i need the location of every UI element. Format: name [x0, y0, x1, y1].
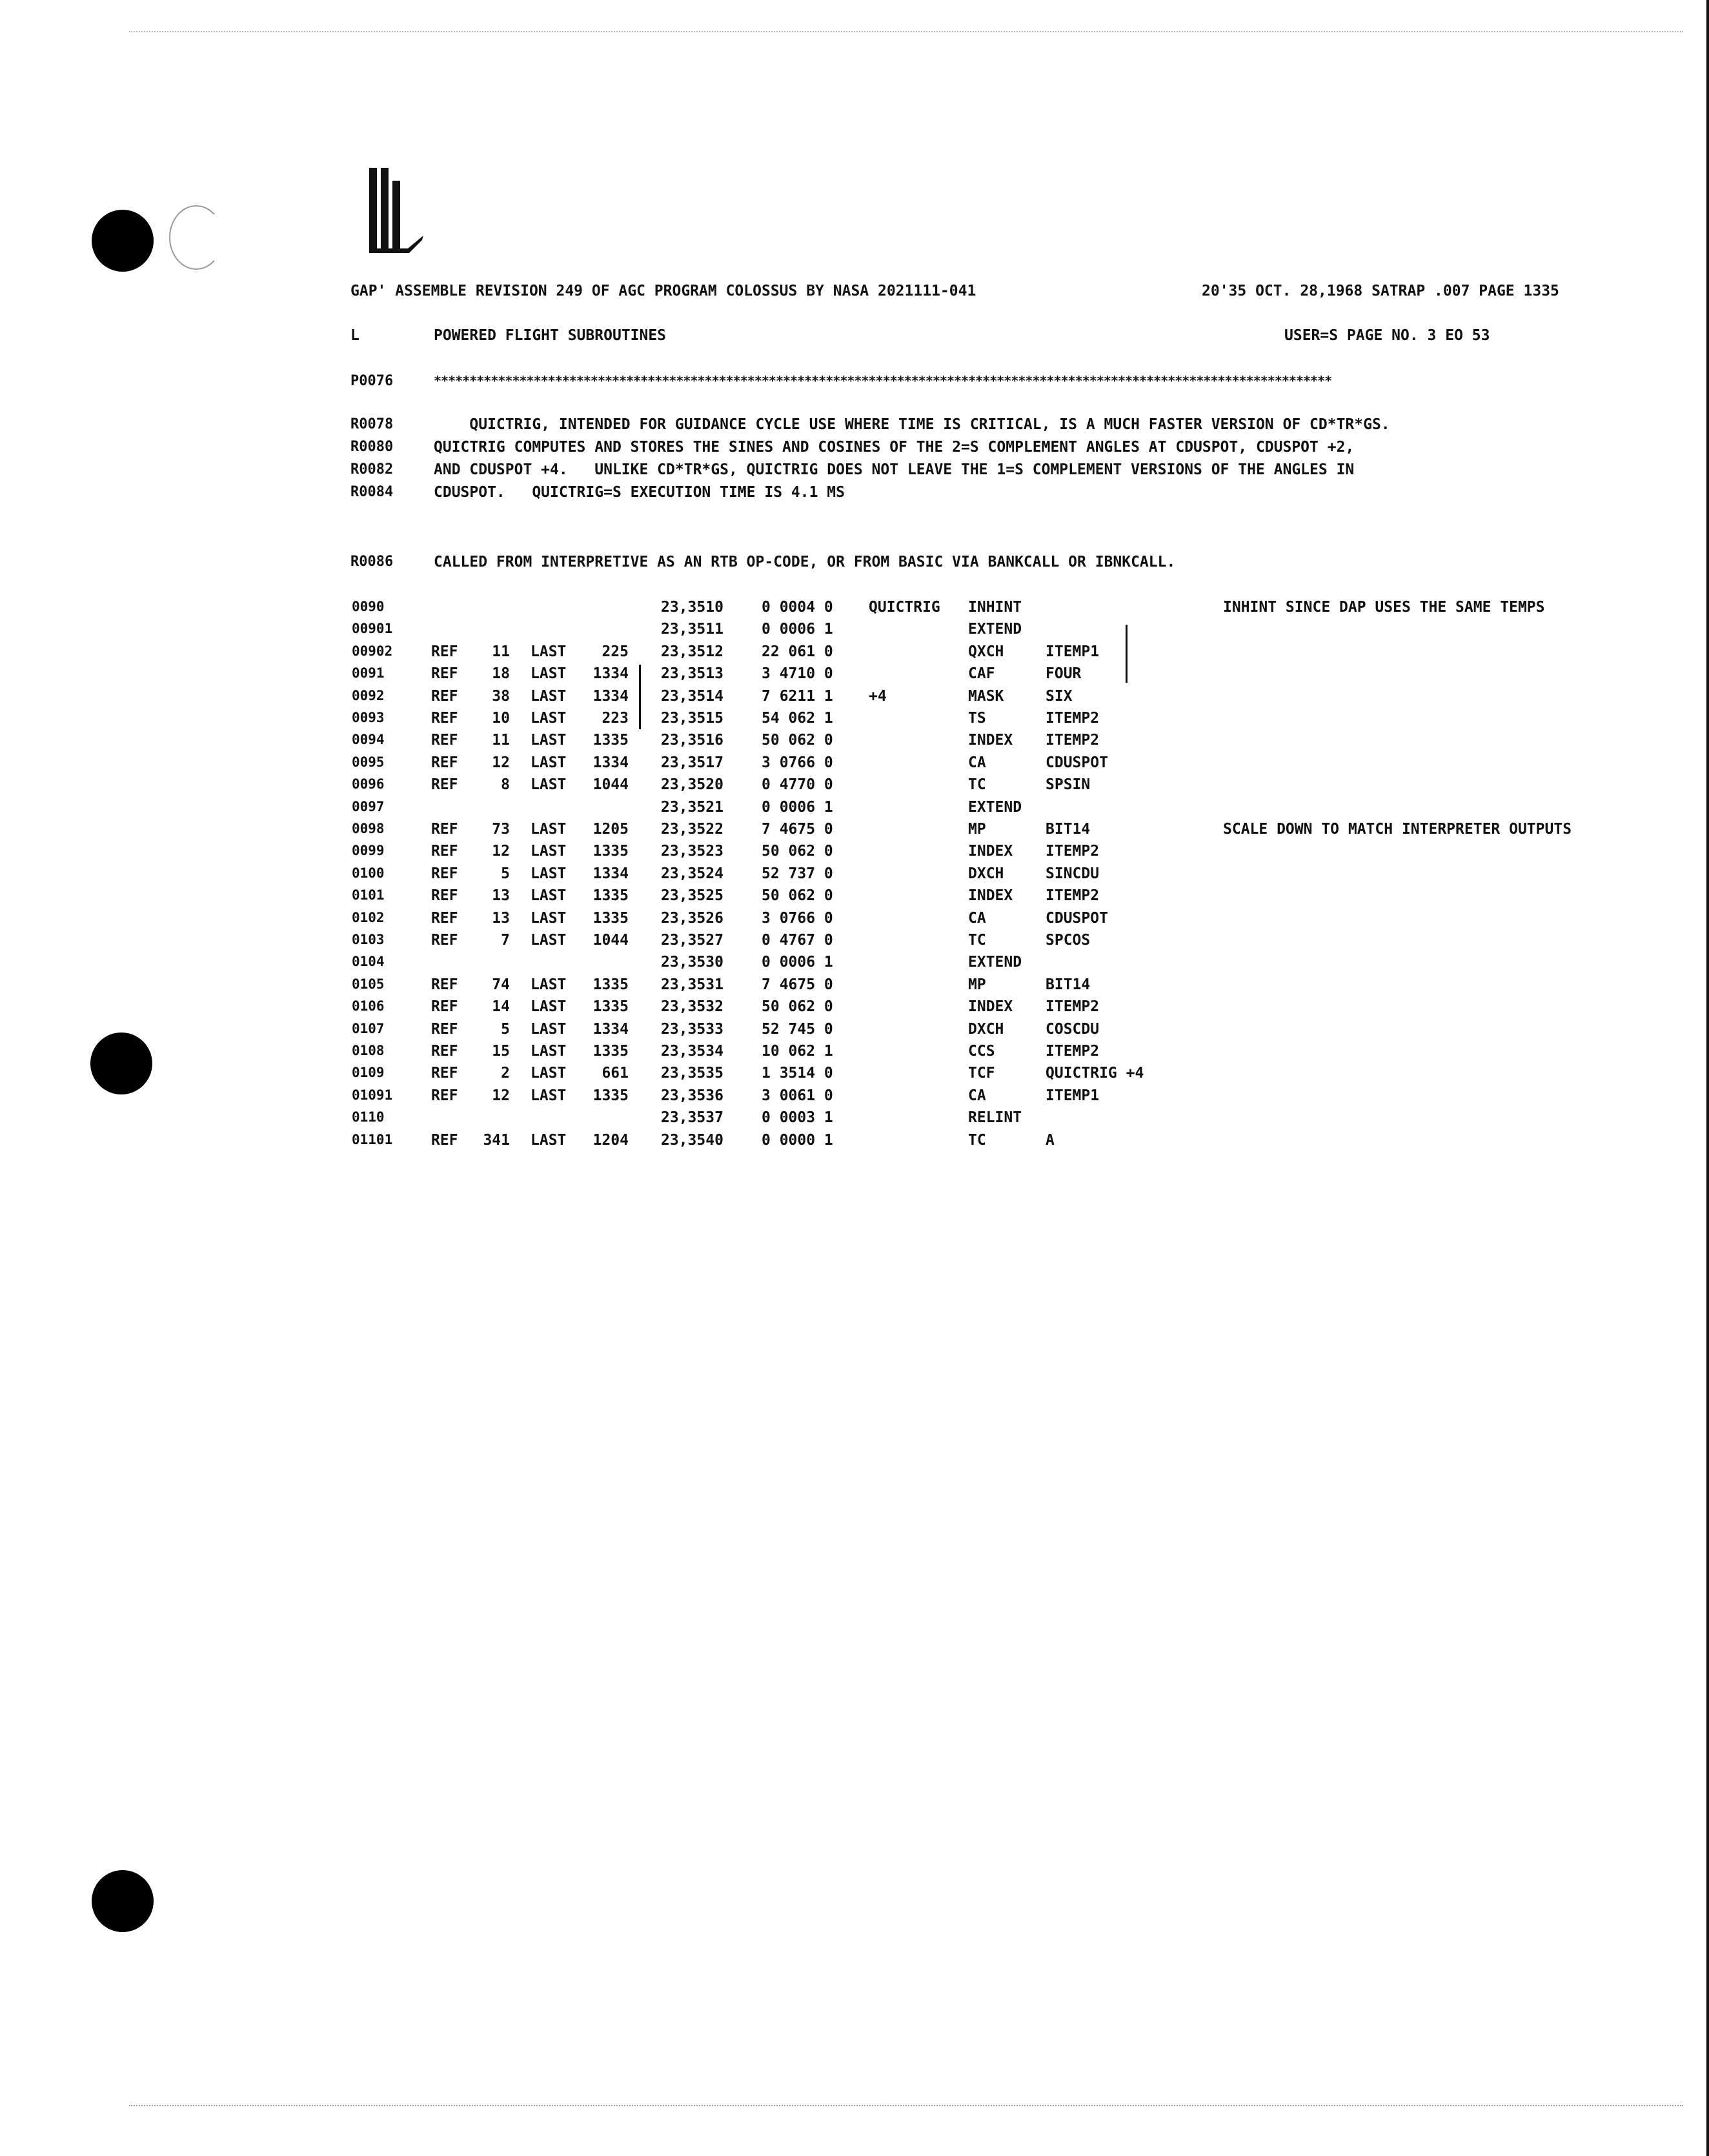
opcode: MP — [968, 821, 986, 838]
object-code: 0 4770 0 — [762, 776, 833, 794]
object-code: 3 4710 0 — [762, 665, 833, 683]
table-row — [0, 732, 1709, 754]
last-page: 1335 — [592, 887, 629, 905]
opcode: INDEX — [968, 998, 1013, 1016]
ref-label: REF — [431, 909, 458, 927]
table-row — [0, 843, 1709, 865]
address: 23,3522 — [661, 821, 723, 838]
object-code: 52 737 0 — [762, 865, 833, 882]
sequence-number: 01091 — [352, 1087, 393, 1103]
last-label: LAST — [531, 687, 567, 705]
sequence-number: 0106 — [352, 998, 385, 1014]
last-label: LAST — [531, 1087, 567, 1104]
operand: BIT14 — [1046, 976, 1091, 993]
address: 23,3526 — [661, 909, 723, 927]
object-code: 50 062 0 — [762, 998, 833, 1016]
ref-label: REF — [431, 643, 458, 660]
ref-label: REF — [431, 865, 458, 882]
ref-count: 7 — [501, 932, 510, 949]
last-label: LAST — [531, 887, 567, 905]
sequence-number: 0101 — [352, 887, 385, 903]
last-page: 1335 — [592, 998, 629, 1016]
opcode: RELINT — [968, 1109, 1022, 1127]
ref-count: 5 — [501, 1020, 510, 1038]
sequence-number: 0093 — [352, 710, 385, 725]
ref-label: REF — [431, 1131, 458, 1149]
address: 23,3512 — [661, 643, 723, 660]
remark-tag: R0082 — [350, 461, 394, 478]
address: 23,3516 — [661, 732, 723, 749]
opcode: INDEX — [968, 887, 1013, 905]
sequence-number: 0100 — [352, 865, 385, 881]
last-label: LAST — [531, 909, 567, 927]
ref-count: 12 — [492, 1087, 510, 1104]
last-label: LAST — [531, 710, 567, 727]
table-row — [0, 865, 1709, 887]
ref-count: 341 — [483, 1131, 510, 1149]
address: 23,3534 — [661, 1043, 723, 1060]
ref-label: REF — [431, 843, 458, 860]
object-code: 3 0766 0 — [762, 754, 833, 771]
last-label: LAST — [531, 998, 567, 1016]
sequence-number: 0102 — [352, 909, 385, 925]
ref-count: 13 — [492, 887, 510, 905]
header-section-title: POWERED FLIGHT SUBROUTINES — [434, 327, 667, 344]
ref-label: REF — [431, 776, 458, 794]
address: 23,3525 — [661, 887, 723, 905]
operand: FOUR — [1046, 665, 1082, 683]
object-code: 50 062 0 — [762, 732, 833, 749]
ref-label: REF — [431, 998, 458, 1016]
sequence-number: 0110 — [352, 1109, 385, 1125]
table-row — [0, 1043, 1709, 1065]
table-row — [0, 932, 1709, 954]
ref-count: 11 — [492, 732, 510, 749]
last-page: 1334 — [592, 687, 629, 705]
object-code: 7 4675 0 — [762, 976, 833, 993]
opcode: MP — [968, 976, 986, 993]
operand: CDUSPOT — [1046, 909, 1108, 927]
table-row — [0, 621, 1709, 643]
operand: SPCOS — [1046, 932, 1091, 949]
opcode: CAF — [968, 665, 995, 683]
last-page: 1335 — [592, 1087, 629, 1104]
table-row — [0, 754, 1709, 776]
asterisk-separator: ****************************************************************************************************************************** — [434, 373, 1332, 388]
last-page: 661 — [602, 1065, 629, 1082]
table-row — [0, 1132, 1709, 1154]
object-code: 50 062 0 — [762, 887, 833, 905]
ref-label: REF — [431, 1065, 458, 1082]
opcode: CA — [968, 909, 986, 927]
ref-label: REF — [431, 687, 458, 705]
opcode: TCF — [968, 1065, 995, 1082]
ref-count: 8 — [501, 776, 510, 794]
last-page: 1335 — [592, 909, 629, 927]
last-label: LAST — [531, 1131, 567, 1149]
sequence-number: 0092 — [352, 687, 385, 703]
table-row — [0, 599, 1709, 621]
ref-label: REF — [431, 665, 458, 683]
table-row — [0, 688, 1709, 710]
table-row — [0, 976, 1709, 998]
printer-logo-icon — [368, 168, 426, 258]
last-page: 1335 — [592, 843, 629, 860]
ref-count: 12 — [492, 843, 510, 860]
ref-label: REF — [431, 754, 458, 771]
operand: COSCDU — [1046, 1020, 1100, 1038]
punch-hole-top — [92, 210, 154, 272]
opcode: EXTEND — [968, 621, 1022, 638]
object-code: 22 061 0 — [762, 643, 833, 660]
address: 23,3514 — [661, 687, 723, 705]
object-code: 7 6211 1 — [762, 687, 833, 705]
opcode: TC — [968, 776, 986, 794]
sequence-number: 0099 — [352, 843, 385, 859]
object-code: 0 0006 1 — [762, 798, 833, 816]
address: 23,3510 — [661, 599, 723, 616]
ref-label: REF — [431, 710, 458, 727]
source-label: +4 — [869, 687, 887, 705]
remark-tag: R0080 — [350, 439, 394, 455]
address: 23,3517 — [661, 754, 723, 771]
last-page: 1334 — [592, 665, 629, 683]
last-page: 1044 — [592, 932, 629, 949]
opcode: CCS — [968, 1043, 995, 1060]
address: 23,3511 — [661, 621, 723, 638]
called-from-tag: R0086 — [350, 554, 394, 570]
operand: ITEMP1 — [1046, 643, 1100, 660]
last-page: 1334 — [592, 754, 629, 771]
opcode: TC — [968, 1131, 986, 1149]
operand: ITEMP2 — [1046, 732, 1100, 749]
address: 23,3521 — [661, 798, 723, 816]
last-label: LAST — [531, 865, 567, 882]
address: 23,3536 — [661, 1087, 723, 1104]
ref-label: REF — [431, 1020, 458, 1038]
opcode: TC — [968, 932, 986, 949]
address: 23,3513 — [661, 665, 723, 683]
header-date-page: 20'35 OCT. 28,1968 SATRAP .007 PAGE 1335 — [1202, 283, 1559, 299]
last-label: LAST — [531, 976, 567, 993]
table-row — [0, 799, 1709, 821]
remark-text: AND CDUSPOT +4. UNLIKE CD*TR*GS, QUICTRIG DOES NOT LEAVE THE 1=S COMPLEMENT VERSIONS OF THE ANGLES IN — [434, 461, 1355, 478]
page-bottom-edge — [129, 2105, 1683, 2106]
last-label: LAST — [531, 1043, 567, 1060]
opcode: QXCH — [968, 643, 1004, 660]
ref-label: REF — [431, 932, 458, 949]
last-label: LAST — [531, 932, 567, 949]
sequence-number: 00902 — [352, 643, 393, 659]
punch-hole-ghost — [169, 205, 223, 270]
ref-label: REF — [431, 1043, 458, 1060]
sequence-number: 0090 — [352, 599, 385, 614]
operand: SIX — [1046, 687, 1073, 705]
object-code: 50 062 0 — [762, 843, 833, 860]
comment: INHINT SINCE DAP USES THE SAME TEMPS — [1223, 599, 1545, 616]
sequence-number: 00901 — [352, 621, 393, 637]
ref-count: 11 — [492, 643, 510, 660]
opcode: EXTEND — [968, 954, 1022, 971]
last-page: 1334 — [592, 1020, 629, 1038]
address: 23,3527 — [661, 932, 723, 949]
operand: SPSIN — [1046, 776, 1091, 794]
source-label: QUICTRIG — [869, 599, 940, 616]
last-page: 223 — [602, 710, 629, 727]
ref-count: 15 — [492, 1043, 510, 1060]
last-label: LAST — [531, 732, 567, 749]
ref-count: 10 — [492, 710, 510, 727]
sequence-number: 0105 — [352, 976, 385, 992]
last-label: LAST — [531, 821, 567, 838]
operand: ITEMP2 — [1046, 710, 1100, 727]
sequence-number: 0091 — [352, 665, 385, 681]
object-code: 3 0766 0 — [762, 909, 833, 927]
opcode: INHINT — [968, 599, 1022, 616]
ref-count: 12 — [492, 754, 510, 771]
sequence-number: 0098 — [352, 821, 385, 836]
last-label: LAST — [531, 754, 567, 771]
table-row — [0, 998, 1709, 1020]
object-code: 1 3514 0 — [762, 1065, 833, 1082]
header-user-page: USER=S PAGE NO. 3 EO 53 — [1284, 327, 1490, 344]
called-from-text: CALLED FROM INTERPRETIVE AS AN RTB OP-CODE, OR FROM BASIC VIA BANKCALL OR IBNKCALL. — [434, 554, 1176, 570]
opcode: INDEX — [968, 732, 1013, 749]
remark-text: QUICTRIG COMPUTES AND STORES THE SINES AND COSINES OF THE 2=S COMPLEMENT ANGLES AT CDUSPOT, CDUSPOT +2, — [434, 439, 1355, 456]
sequence-number: 0103 — [352, 932, 385, 947]
object-code: 0 0006 1 — [762, 954, 833, 971]
page-top-edge — [129, 31, 1683, 32]
opcode: CA — [968, 1087, 986, 1104]
object-code: 0 0000 1 — [762, 1131, 833, 1149]
last-page: 1335 — [592, 1043, 629, 1060]
table-row — [0, 821, 1709, 843]
ref-label: REF — [431, 732, 458, 749]
object-code: 52 745 0 — [762, 1020, 833, 1038]
address: 23,3530 — [661, 954, 723, 971]
remark-tag: R0078 — [350, 416, 394, 432]
object-code: 7 4675 0 — [762, 821, 833, 838]
opcode: MASK — [968, 687, 1004, 705]
last-page: 1044 — [592, 776, 629, 794]
object-code: 10 062 1 — [762, 1043, 833, 1060]
margin-bar — [639, 665, 641, 729]
operand: ITEMP2 — [1046, 998, 1100, 1016]
operand: CDUSPOT — [1046, 754, 1108, 771]
address: 23,3533 — [661, 1020, 723, 1038]
header-assembly-line: GAP' ASSEMBLE REVISION 249 OF AGC PROGRAM COLOSSUS BY NASA 2021111-041 — [350, 283, 976, 299]
opcode: EXTEND — [968, 798, 1022, 816]
address: 23,3531 — [661, 976, 723, 993]
sequence-number: 0095 — [352, 754, 385, 770]
table-row — [0, 665, 1709, 687]
last-label: LAST — [531, 1065, 567, 1082]
sequence-number: 0097 — [352, 798, 385, 814]
last-label: LAST — [531, 665, 567, 683]
sequence-number: 0104 — [352, 954, 385, 970]
remark-text: QUICTRIG, INTENDED FOR GUIDANCE CYCLE USE WHERE TIME IS CRITICAL, IS A MUCH FASTER VERSION OF CD*TR*GS. — [434, 416, 1390, 433]
last-page: 1335 — [592, 976, 629, 993]
address: 23,3535 — [661, 1065, 723, 1082]
opcode: INDEX — [968, 843, 1013, 860]
table-row — [0, 910, 1709, 932]
last-page: 1335 — [592, 732, 629, 749]
punch-hole-bottom — [92, 1870, 154, 1932]
address: 23,3540 — [661, 1131, 723, 1149]
opcode: CA — [968, 754, 986, 771]
ref-count: 18 — [492, 665, 510, 683]
header-section-tag: L — [350, 327, 359, 344]
separator-tag: P0076 — [350, 373, 394, 389]
last-label: LAST — [531, 643, 567, 660]
object-code: 54 062 1 — [762, 710, 833, 727]
last-label: LAST — [531, 776, 567, 794]
sequence-number: 0096 — [352, 776, 385, 792]
operand: QUICTRIG +4 — [1046, 1065, 1144, 1082]
ref-count: 74 — [492, 976, 510, 993]
opcode: TS — [968, 710, 986, 727]
ref-count: 5 — [501, 865, 510, 882]
address: 23,3515 — [661, 710, 723, 727]
object-code: 3 0061 0 — [762, 1087, 833, 1104]
table-row — [0, 1021, 1709, 1043]
address: 23,3520 — [661, 776, 723, 794]
comment: SCALE DOWN TO MATCH INTERPRETER OUTPUTS — [1223, 821, 1572, 838]
ref-count: 38 — [492, 687, 510, 705]
ref-count: 13 — [492, 909, 510, 927]
operand: ITEMP2 — [1046, 887, 1100, 905]
margin-bar — [1126, 625, 1128, 683]
ref-count: 73 — [492, 821, 510, 838]
sequence-number: 0094 — [352, 732, 385, 748]
sequence-number: 0107 — [352, 1020, 385, 1036]
address: 23,3537 — [661, 1109, 723, 1127]
ref-label: REF — [431, 1087, 458, 1104]
operand: SINCDU — [1046, 865, 1100, 882]
table-row — [0, 776, 1709, 798]
object-code: 0 0004 0 — [762, 599, 833, 616]
address: 23,3523 — [661, 843, 723, 860]
ref-label: REF — [431, 976, 458, 993]
table-row — [0, 1087, 1709, 1109]
table-row — [0, 954, 1709, 976]
ref-label: REF — [431, 821, 458, 838]
table-row — [0, 643, 1709, 665]
ref-count: 2 — [501, 1065, 510, 1082]
ref-label: REF — [431, 887, 458, 905]
last-page: 1205 — [592, 821, 629, 838]
table-row — [0, 1065, 1709, 1087]
object-code: 0 0003 1 — [762, 1109, 833, 1127]
table-row — [0, 710, 1709, 732]
last-label: LAST — [531, 843, 567, 860]
ref-count: 14 — [492, 998, 510, 1016]
operand: A — [1046, 1131, 1055, 1149]
sequence-number: 01101 — [352, 1131, 393, 1147]
opcode: DXCH — [968, 1020, 1004, 1038]
operand: ITEMP1 — [1046, 1087, 1100, 1104]
table-row — [0, 887, 1709, 909]
last-label: LAST — [531, 1020, 567, 1038]
last-page: 1204 — [592, 1131, 629, 1149]
object-code: 0 0006 1 — [762, 621, 833, 638]
operand: ITEMP2 — [1046, 1043, 1100, 1060]
remark-text: CDUSPOT. QUICTRIG=S EXECUTION TIME IS 4.1 MS — [434, 484, 845, 501]
object-code: 0 4767 0 — [762, 932, 833, 949]
last-page: 225 — [602, 643, 629, 660]
sequence-number: 0109 — [352, 1065, 385, 1081]
address: 23,3532 — [661, 998, 723, 1016]
address: 23,3524 — [661, 865, 723, 882]
operand: BIT14 — [1046, 821, 1091, 838]
table-row — [0, 1109, 1709, 1131]
last-page: 1334 — [592, 865, 629, 882]
operand: ITEMP2 — [1046, 843, 1100, 860]
remark-tag: R0084 — [350, 484, 394, 500]
sequence-number: 0108 — [352, 1043, 385, 1058]
opcode: DXCH — [968, 865, 1004, 882]
